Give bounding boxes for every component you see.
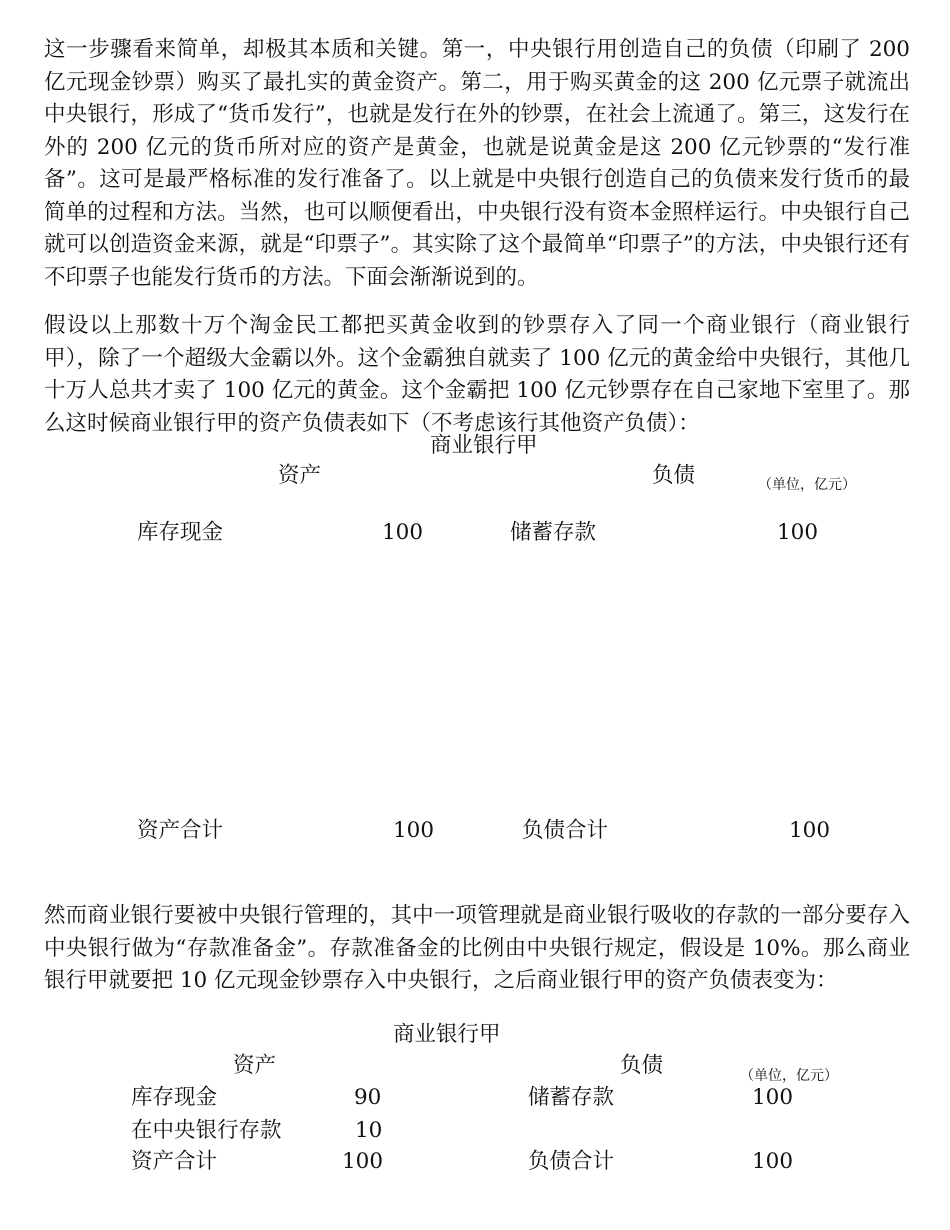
- table-1-total-asset-value: 100: [393, 818, 435, 843]
- table-2-row-1-asset-value: 90: [354, 1085, 382, 1110]
- table-1-total-liability-value: 100: [789, 818, 831, 843]
- table-2-liabilities-header: 负债: [620, 1053, 664, 1078]
- table-1-row-1-asset-value: 100: [382, 520, 424, 545]
- table-2-row-1-asset-label: 库存现金: [131, 1085, 218, 1110]
- table-1-assets-header: 资产: [278, 463, 322, 488]
- table-2-unit-note: （单位，亿元）: [740, 1068, 838, 1084]
- table-1-row-1-liability-label: 储蓄存款: [510, 520, 597, 545]
- paragraph-1: 这一步骤看来简单，却极其本质和关键。第一，中央银行用创造自己的负债（印刷了 200 亿元现金钞票）购买了最扎实的黄金资产。第二，用于购买黄金的这 200 亿元票子就流出中央银行，形成了“货币发行”，也就是发行在外的钞票，在社会上流通了。第三，这发行在外的 200 亿元的货币所对应的资产是黄金，也就是说黄金是这 200 亿元钞票的“发行准备”。这可是最严格标准的发行准备了。以上就是中央银行创造自己的负债来发行货币的最简单的过程和方法。当然，也可以顺便看出，中央银行没有资本金照样运行。中央银行自己就可以创造资金来源，就是“印票子”。其实除了这个最简单“印票子”的方法，中央银行还有不印票子也能发行货币的方法。下面会渐渐说到的。: [44, 37, 910, 290]
- table-1-title: 商业银行甲: [430, 433, 538, 458]
- table-1-unit-note: （单位，亿元）: [758, 477, 856, 493]
- table-1-liabilities-header: 负债: [652, 463, 696, 488]
- table-1-total-liability-label: 负债合计: [522, 818, 609, 843]
- table-2-row-2-asset-label: 在中央银行存款: [131, 1118, 282, 1143]
- paragraph-2: 假设以上那数十万个淘金民工都把买黄金收到的钞票存入了同一个商业银行（商业银行甲），除了一个超级大金霸以外。这个金霸独自就卖了 100 亿元的黄金给中央银行，其他几十万人总共才卖了 100 亿元的黄金。这个金霸把 100 亿元钞票存在自己家地下室里了。那么这时候商业银行甲的资产负债表如下（不考虑该行其他资产负债）：: [44, 313, 910, 436]
- table-2-total-liability-value: 100: [752, 1149, 794, 1174]
- table-2-total-asset-label: 资产合计: [131, 1149, 218, 1174]
- table-2-row-1-liability-value: 100: [752, 1085, 794, 1110]
- table-2-title: 商业银行甲: [393, 1022, 501, 1047]
- table-2-assets-header: 资产: [233, 1053, 277, 1078]
- table-2-total-asset-value: 100: [342, 1149, 384, 1174]
- table-1-row-1-asset-label: 库存现金: [137, 520, 224, 545]
- table-2-total-liability-label: 负债合计: [528, 1149, 615, 1174]
- table-1-total-asset-label: 资产合计: [137, 818, 224, 843]
- paragraph-3: 然而商业银行要被中央银行管理的，其中一项管理就是商业银行吸收的存款的一部分要存入中央银行做为“存款准备金”。存款准备金的比例由中央银行规定，假设是 10%。那么商业银行甲就要把 10 亿元现金钞票存入中央银行，之后商业银行甲的资产负债表变为：: [44, 903, 910, 993]
- table-2-row-2-asset-value: 10: [355, 1118, 383, 1143]
- table-1-row-1-liability-value: 100: [777, 520, 819, 545]
- table-2-row-1-liability-label: 储蓄存款: [528, 1085, 615, 1110]
